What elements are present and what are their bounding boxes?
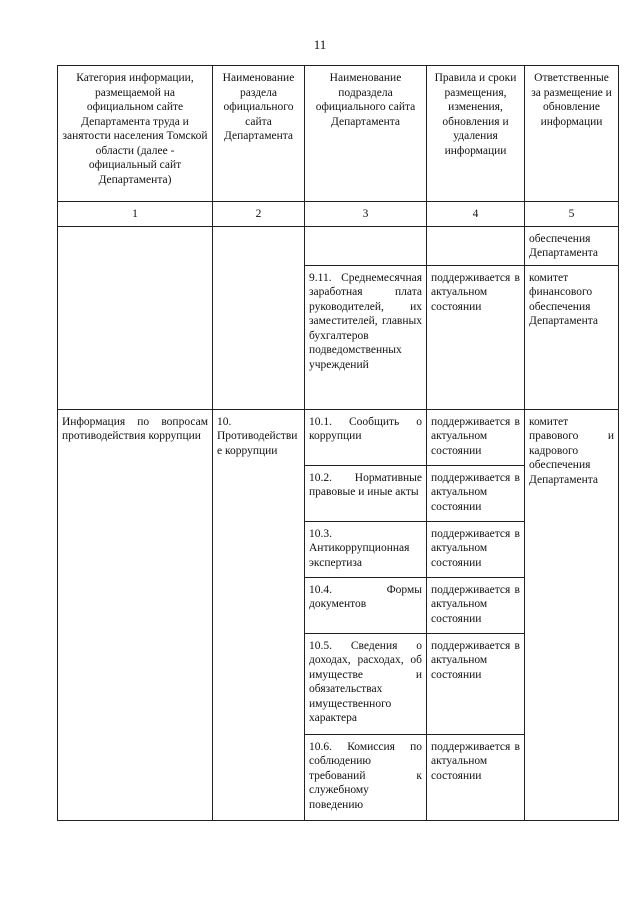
subsection-cell: 10.6. Комиссия по соблюдению требований к служебному поведению bbox=[305, 734, 427, 820]
table-row bbox=[58, 409, 619, 465]
rule-cell: поддерживается в актуальном состоянии bbox=[427, 521, 525, 577]
column-numbers-row bbox=[58, 202, 619, 227]
rule-cell: поддерживается в актуальном состоянии bbox=[427, 633, 525, 734]
header-rules: Правила и сроки размещения, изменения, обновления и удаления информации bbox=[427, 66, 525, 202]
information-table bbox=[57, 65, 619, 821]
column-number: 3 bbox=[305, 202, 427, 227]
header-category: Категория информации, размещаемой на официальном сайте Департамента труда и занятости населения Томской области (далее - официальный сайт Департамента) bbox=[58, 66, 213, 202]
rule-cell: поддерживается в актуальном состоянии bbox=[427, 265, 525, 409]
table-row bbox=[58, 226, 619, 265]
column-number: 4 bbox=[427, 202, 525, 227]
subsection-cell-empty bbox=[305, 226, 427, 265]
rule-cell: поддерживается в актуальном состоянии bbox=[427, 577, 525, 633]
header-subsection: Наименование подраздела официального сайта Департамента bbox=[305, 66, 427, 202]
responsible-cell: обеспечения Департамента bbox=[525, 226, 619, 265]
section-cell-empty bbox=[213, 226, 305, 409]
subsection-cell: 10.3. Антикоррупционная экспертиза bbox=[305, 521, 427, 577]
header-section: Наименование раздела официального сайта Департамента bbox=[213, 66, 305, 202]
rule-cell: поддерживается в актуальном состоянии bbox=[427, 465, 525, 521]
column-number: 5 bbox=[525, 202, 619, 227]
header-responsible: Ответственные за размещение и обновление информации bbox=[525, 66, 619, 202]
subsection-cell: 10.4. Формы документов bbox=[305, 577, 427, 633]
category-cell-empty bbox=[58, 226, 213, 409]
rule-cell-empty bbox=[427, 226, 525, 265]
subsection-cell: 9.11. Среднемесячная заработная плата руководителей, их заместителей, главных бухгалтеров подведомственных учреждений bbox=[305, 265, 427, 409]
table-header-row bbox=[58, 66, 619, 202]
subsection-cell: 10.5. Сведения о доходах, расходах, об имуществе и обязательствах имущественного характера bbox=[305, 633, 427, 734]
section-cell: 10. Противодействие коррупции bbox=[213, 409, 305, 820]
responsible-cell: комитет финансового обеспечения Департамента bbox=[525, 265, 619, 409]
subsection-cell: 10.1. Сообщить о коррупции bbox=[305, 409, 427, 465]
responsible-cell: комитет правового и кадрового обеспечения Департамента bbox=[525, 409, 619, 820]
subsection-cell: 10.2. Нормативные правовые и иные акты bbox=[305, 465, 427, 521]
category-cell: Информация по вопросам противодействия коррупции bbox=[58, 409, 213, 820]
column-number: 2 bbox=[213, 202, 305, 227]
column-number: 1 bbox=[58, 202, 213, 227]
rule-cell: поддерживается в актуальном состоянии bbox=[427, 734, 525, 820]
page-number: 11 bbox=[313, 37, 327, 52]
rule-cell: поддерживается в актуальном состоянии bbox=[427, 409, 525, 465]
